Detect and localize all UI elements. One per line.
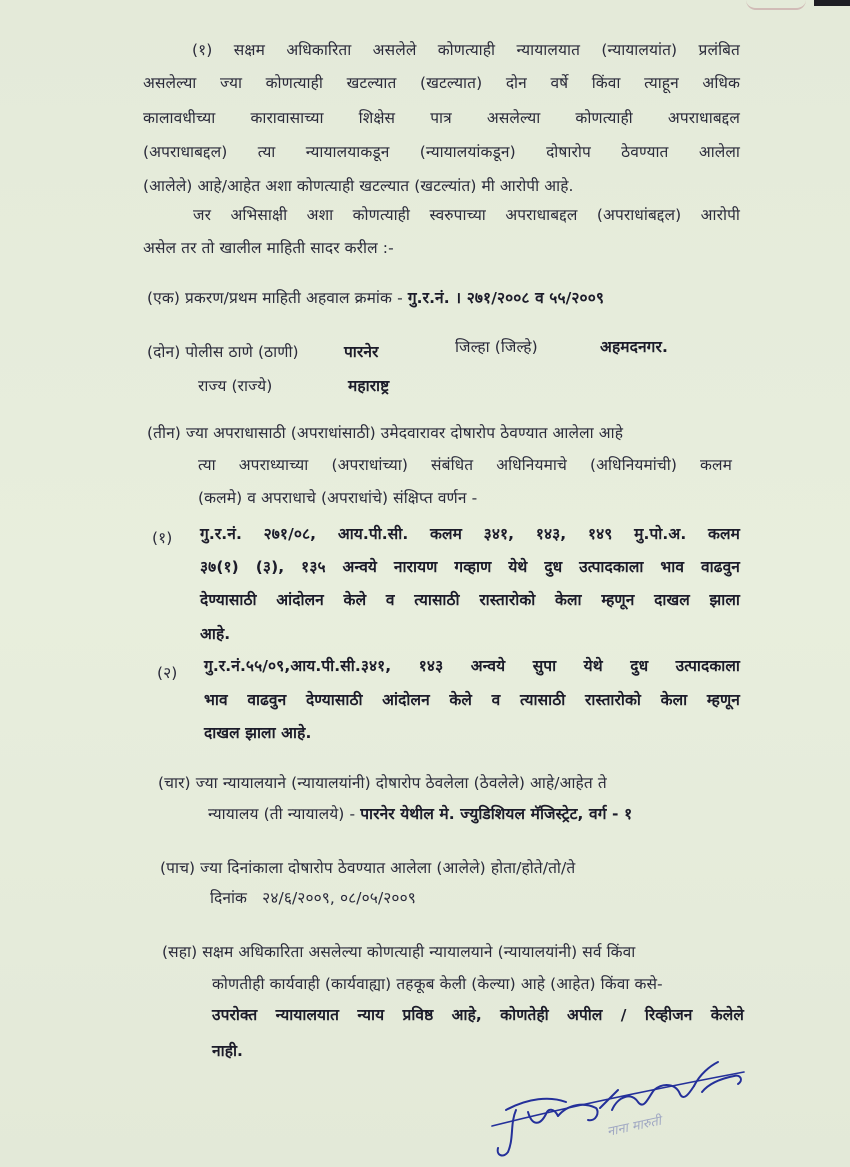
- signature-text: नाना मारुती: [605, 1113, 663, 1140]
- item-ek: [147, 286, 604, 308]
- offence1-line1: गु.र.नं. २७१/०८, आय.पी.सी. कलम ३४१, १४३, १४९ मु.पो.अ. कलम: [200, 525, 740, 543]
- offence1-number: (१): [152, 529, 173, 547]
- offence1-line3: देण्यासाठी आंदोलन केले व त्यासाठी रास्तारोको केला म्हणून दाखल झाला: [200, 591, 740, 609]
- para2-line1: जर अभिसाक्षी अशा कोणत्याही स्वरुपाच्या अपराधाबद्दल (अपराधांबद्दल) आरोपी: [193, 206, 740, 224]
- para1-line3: कालावधीच्या कारावासाच्या शिक्षेस पात्र असलेल्या कोणत्याही अपराधाबद्दल: [143, 109, 740, 127]
- item-teen-line3: (कलमे) व अपराधाचे (अपराधांचे) संक्षिप्त वर्णन -: [198, 489, 478, 507]
- para1-line5: (आलेले) आहे/आहेत अशा कोणत्याही खटल्यात (खटल्यांत) मी आरोपी आहे.: [143, 177, 574, 195]
- offence1-line4: आहे.: [200, 625, 231, 643]
- para2-line2: असेल तर तो खालील माहिती सादर करील :-: [143, 239, 394, 257]
- page-mark: [746, 0, 806, 10]
- item-saha-line1: (सहा) सक्षम अधिकारिता असलेल्या कोणत्याही न्यायालयाने (न्यायालयांनी) सर्व किंवा: [162, 943, 636, 961]
- state-label: राज्य (राज्ये): [198, 377, 273, 395]
- signature-stroke: [654, 1085, 694, 1097]
- court-label: न्यायालय (ती न्यायालये) -: [208, 805, 356, 823]
- offence2-number: (२): [157, 664, 178, 682]
- offence2-line3: दाखल झाला आहे.: [204, 724, 312, 742]
- court-value: पारनेर येथील मे. ज्युडिशियल मॅजिस्ट्रेट, वर्ग - १: [360, 805, 633, 823]
- district-value: अहमदनगर.: [600, 338, 668, 356]
- item-saha-line2: कोणतीही कार्यवाही (कार्यवाह्या) तहकूब केली (केल्या) आहे (आहेत) किंवा कसे-: [212, 975, 663, 993]
- district-label: जिल्हा (जिल्हे): [455, 338, 538, 356]
- state-value: महाराष्ट्र: [348, 377, 390, 395]
- fir-number: गु.र.नं. । २७१/२००८ व ५५/२००९: [407, 289, 605, 307]
- date-label: दिनांक: [210, 889, 248, 907]
- item-pach-line2: [210, 886, 416, 908]
- signature-stroke: [498, 1110, 516, 1155]
- para1-line2: असलेल्या ज्या कोणत्याही खटल्यात (खटल्यात) दोन वर्षे किंवा त्याहून अधिक: [143, 74, 740, 92]
- item-saha-line4: नाही.: [212, 1042, 244, 1060]
- item-teen-line2: त्या अपराध्याच्या (अपराधांच्या) संबंधित अधिनियमाचे (अधिनियमांची) कलम: [198, 456, 732, 474]
- offence2-line1: गु.र.नं.५५/०९,आय.पी.सी.३४१, १४३ अन्वये सुपा येथे दुध उत्पादकाला: [204, 657, 740, 675]
- item-char-line2: [208, 802, 632, 824]
- para1-line1: (१) सक्षम अधिकारिता असलेले कोणत्याही न्यायालयात (न्यायालयांत) प्रलंबित: [192, 41, 740, 59]
- item-char-line1: (चार) ज्या न्यायालयाने (न्यायालयांनी) दोषारोप ठेवलेला (ठेवलेले) आहे/आहेत ते: [158, 774, 607, 792]
- item-saha-line3: उपरोक्त न्यायालयात न्याय प्रविष्ठ आहे, कोणतेही अपील / रिव्हीजन केलेले: [212, 1006, 744, 1024]
- scan-edge: [814, 0, 850, 6]
- signature-stroke: [558, 1105, 598, 1121]
- police-station-value: पारनेर: [344, 343, 379, 361]
- item-ek-label: (एक) प्रकरण/प्रथम माहिती अहवाल क्रमांक -: [147, 289, 403, 307]
- signature-stroke: [506, 1099, 566, 1110]
- para1-line4: (अपराधाबद्दल) त्या न्यायालयाकडून (न्यायालयांकडून) दोषारोप ठेवण्यात आलेला: [143, 143, 740, 161]
- offence1-line2: ३७(१) (३), १३५ अन्वये नारायण गव्हाण येथे दुध उत्पादकाला भाव वाढवुन: [200, 558, 740, 576]
- signature: [488, 1052, 750, 1160]
- item-teen-line1: (तीन) ज्या अपराधासाठी (अपराधांसाठी) उमेदवारावर दोषारोप ठेवण्यात आलेला आहे: [147, 424, 624, 442]
- item-pach-line1: (पाच) ज्या दिनांकाला दोषारोप ठेवण्यात आलेला (आलेले) होता/होते/तो/ते: [160, 859, 576, 877]
- item-don-label: (दोन) पोलीस ठाणे (ठाणी): [147, 343, 299, 361]
- offence2-line2: भाव वाढवुन देण्यासाठी आंदोलन केले व त्यासाठी रास्तारोको केला म्हणून: [204, 691, 740, 709]
- charge-dates: २४/६/२००९, ०८/०५/२००९: [262, 889, 416, 907]
